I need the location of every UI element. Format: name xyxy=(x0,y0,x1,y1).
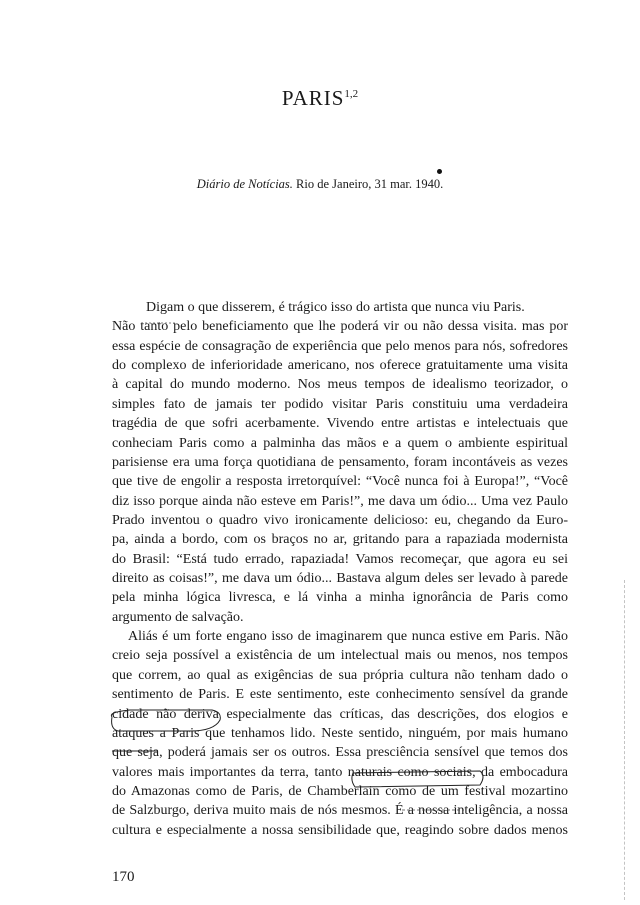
text-line: diz isso porque ainda não esteve em Paris!”, me dava um ódio... Uma vez Paulo xyxy=(112,493,568,509)
dateline xyxy=(0,177,640,192)
text-line: Prado inventou o quadro vivo ironicamente delicioso: eu, chegando da Euro- xyxy=(112,512,568,528)
text-line: argumento de salvação. xyxy=(112,609,244,625)
text-line: do Brasil: “Está tudo errado, rapaziada! Vamos recomeçar, que agora eu sei xyxy=(112,551,568,567)
text-line: que tive de engolir a resposta irretorquível: “Você nunca foi à Europa!”, “Você xyxy=(112,474,568,490)
text-line: do Amazonas como de Paris, de Chamberlain como de um festival mozartino xyxy=(112,783,568,799)
text-line: do complexo de inferioridade americano, nos oferece gratuitamente uma visita xyxy=(112,358,568,374)
text-line: que seja, poderá jamais ser os outros. Essa presciência sensível que temos dos xyxy=(112,745,568,761)
text-line: simples fato de jamais ter podido visitar Paris constituiu uma verdadeira xyxy=(112,396,568,412)
text-line: pa, ainda a bordo, com os braços no ar, gritando para a rapaziada modernista xyxy=(112,532,568,548)
dateline-source: Diário de Notícias. xyxy=(196,177,293,191)
page-number: 170 xyxy=(112,869,135,885)
text-line: de Salzburgo, deriva muito mais de nós mesmos. É a nossa inteligência, a nossa xyxy=(112,803,568,819)
text-line: Digam o que disserem, é trágico isso do artista que nunca viu Paris. xyxy=(146,300,525,315)
text-line: cidade não deriva especialmente das críticas, das descrições, dos elogios e xyxy=(112,706,568,722)
scan-edge xyxy=(624,580,625,900)
text-line: direito as coisas!”, me dava um ódio... Bastava algum deles ser levado à parede xyxy=(112,571,568,587)
text-line: tragédia de que sofri acerbamente. Vivendo entre artistas e intelectuais que xyxy=(112,416,568,432)
footnote-refs: 1,2 xyxy=(344,88,359,100)
text-line: sentimento de Paris. E este sentimento, este conhecimento sensível da grande xyxy=(112,687,568,703)
ink-dot xyxy=(437,169,442,174)
text-line: essa espécie de consagração de experiência que pelo menos para nós, sofredores xyxy=(112,338,568,354)
text-line: ataques a Paris que tenhamos lido. Neste sentido, ninguém, por mais humano xyxy=(112,725,568,741)
text-line: à capital do mundo moderno. Nos meus tempos de idealismo teorizador, o xyxy=(112,377,568,393)
text-line: valores mais importantes da terra, tanto naturais como sociais, da embocadura xyxy=(112,764,568,780)
text-line: Aliás é um forte engano isso de imaginarem que nunca estive em Paris. Não xyxy=(128,629,568,645)
text-line: cultura e especialmente a nossa sensibilidade que, reagindo sobre dados menos xyxy=(112,822,568,838)
text-line: Não tanto pelo beneficiamento que lhe poderá vir ou não dessa visita. mas por xyxy=(112,319,568,335)
dateline-place-date: Rio de Janeiro, 31 mar. 1940. xyxy=(292,177,444,191)
text-line: creio seja possível a existência de um intelectual mais ou menos, nos tempos xyxy=(112,648,568,664)
text-line: pela minha lógica livresca, e lá vinha a minha ignorância de Paris como xyxy=(112,590,568,606)
page-title xyxy=(0,86,640,111)
title-text: PARIS xyxy=(281,86,345,110)
body-text xyxy=(112,298,568,840)
text-line: conheciam Paris como a palminha das mãos e a quem o ambiente espiritual xyxy=(112,435,568,451)
text-line: que correm, ao qual as exigências de sua própria cultura não tenham dado o xyxy=(112,667,568,683)
text-line: parisiense era uma força quotidiana de pensamento, foram incontáveis as vezes xyxy=(112,454,568,470)
